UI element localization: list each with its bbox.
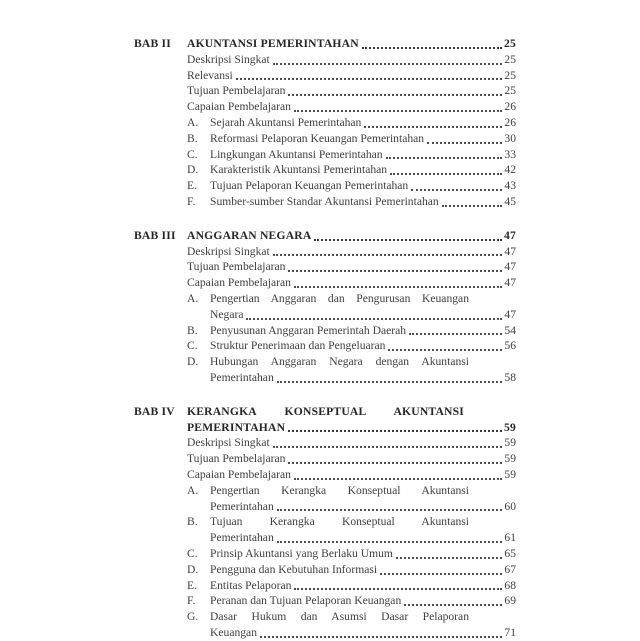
entry-text: Tujuan Pembelajaran [187, 260, 286, 274]
entry-letter: A. [187, 115, 199, 129]
toc-entry-row [187, 259, 516, 275]
entry-text: Reformasi Pelaporan Keuangan Pemerintahan [210, 131, 425, 145]
entry-row [210, 593, 516, 609]
entry-text-line: Pengertian Kerangka Konseptual Akuntansi [210, 483, 469, 497]
page-number: 59 [504, 436, 516, 450]
entry-letter: C. [187, 339, 198, 353]
toc-entry [187, 162, 516, 178]
entry-body [210, 194, 516, 210]
entry-text-line: Hubungan Anggaran Negara dengan Akuntansi [210, 355, 469, 369]
dot-leader [386, 157, 503, 159]
entry-letter: B. [187, 515, 198, 529]
entry-text: Negara [210, 307, 244, 321]
entry-text: Tujuan Pembelajaran [187, 84, 286, 98]
toc-entry-row [187, 275, 516, 291]
entry-row [210, 307, 516, 323]
entry-text: Capaian Pembelajaran [187, 467, 291, 481]
entry-text: Deskripsi Singkat [187, 436, 270, 450]
page-number: 65 [504, 546, 516, 560]
toc-entry-row [187, 451, 516, 467]
dot-leader [442, 205, 503, 207]
page-number: 61 [504, 531, 516, 545]
page-number: 47 [504, 244, 516, 258]
dot-leader [273, 254, 503, 256]
entry-letter: F. [187, 594, 196, 608]
entry-text-line: Dasar Hukum dan Asumsi Dasar Pelaporan [210, 610, 469, 624]
chapter-title-row [187, 420, 516, 436]
toc-entry [187, 546, 516, 562]
page-number: 25 [504, 37, 516, 50]
page-number: 56 [504, 339, 516, 353]
entry-row [210, 115, 516, 131]
page-number: 59 [504, 452, 516, 466]
toc-section [134, 228, 516, 386]
page-number: 59 [504, 467, 516, 481]
entry-row [210, 530, 516, 546]
entry-body [210, 323, 516, 339]
dot-leader [288, 94, 502, 96]
page-number: 43 [504, 179, 516, 193]
chapter-content [187, 404, 516, 641]
dot-leader [246, 318, 502, 320]
dot-leader [396, 557, 502, 559]
table-of-contents-page [134, 36, 516, 641]
chapter-label: BAB II [134, 37, 171, 50]
chapter-content [187, 36, 516, 210]
chapter-title-row [187, 36, 516, 52]
entry-letter: D. [187, 562, 199, 576]
toc-entry [187, 578, 516, 594]
dot-leader [288, 430, 502, 432]
entry-letter: D. [187, 355, 199, 369]
entry-body [210, 514, 516, 546]
entry-row [210, 546, 516, 562]
page-number: 25 [504, 84, 516, 98]
entry-row [210, 323, 516, 339]
entry-row [210, 147, 516, 163]
entry-letter: E. [187, 179, 197, 193]
dot-leader [277, 509, 503, 511]
toc-entry [187, 323, 516, 339]
page-number: 26 [504, 100, 516, 114]
entry-text: Capaian Pembelajaran [187, 100, 291, 114]
dot-leader [409, 333, 502, 335]
dot-leader [390, 173, 502, 175]
page-number: 67 [504, 562, 516, 576]
entry-body [210, 115, 516, 131]
entry-text: Lingkungan Akuntansi Pemerintahan [210, 147, 383, 161]
toc-entry [187, 338, 516, 354]
entry-text: Karakteristik Akuntansi Pemerintahan [210, 163, 388, 177]
entry-row [210, 338, 516, 354]
entry-row [210, 162, 516, 178]
page-number: 68 [504, 578, 516, 592]
dot-leader [294, 110, 502, 112]
toc [134, 36, 516, 641]
dot-leader [288, 462, 502, 464]
entry-body [210, 291, 516, 323]
toc-entry-row [187, 83, 516, 99]
dot-leader [236, 78, 503, 80]
page-number: 26 [504, 115, 516, 129]
entry-text: Tujuan Pelaporan Keuangan Pemerintahan [210, 179, 409, 193]
entry-body [210, 354, 516, 386]
toc-entry [187, 178, 516, 194]
entry-text: Pemerintahan [210, 370, 274, 384]
chapter-title: PEMERINTAHAN [187, 420, 286, 434]
page-number: 47 [504, 260, 516, 274]
entry-body [210, 578, 516, 594]
dot-leader [277, 381, 503, 383]
entry-letter: B. [187, 131, 198, 145]
chapter-content [187, 228, 516, 386]
entry-body [210, 338, 516, 354]
entry-body [210, 562, 516, 578]
dot-leader [273, 63, 503, 65]
toc-entry-row [187, 52, 516, 68]
entry-text-line: Tujuan Kerangka Konseptual Akuntansi [210, 515, 469, 529]
entry-body [210, 593, 516, 609]
page-number: 45 [504, 194, 516, 208]
toc-entry-row [187, 435, 516, 451]
entry-text: Pemerintahan [210, 499, 274, 513]
page-number: 25 [504, 68, 516, 82]
entry-text: Deskripsi Singkat [187, 52, 270, 66]
dot-leader [288, 270, 502, 272]
dot-leader [411, 189, 502, 191]
entry-body [210, 546, 516, 562]
toc-entry [187, 593, 516, 609]
page-number: 25 [504, 52, 516, 66]
toc-entry [187, 483, 516, 515]
entry-letter: F. [187, 194, 196, 208]
toc-entry [187, 291, 516, 323]
dot-leader [388, 349, 502, 351]
page-number: 47 [504, 228, 516, 242]
dot-leader [427, 142, 502, 144]
toc-entry [187, 131, 516, 147]
page-number: 30 [504, 131, 516, 145]
entry-text: Capaian Pembelajaran [187, 276, 291, 290]
entry-row [210, 625, 516, 641]
page-number: 42 [504, 163, 516, 177]
toc-entry [187, 609, 516, 641]
entry-text: Relevansi [187, 68, 233, 82]
page-number: 47 [504, 307, 516, 321]
toc-entry [187, 115, 516, 131]
chapter-label: BAB III [134, 228, 176, 242]
entry-text: Peranan dan Tujuan Pelaporan Keuangan [210, 594, 402, 608]
dot-leader [294, 478, 502, 480]
entry-text: Keuangan [210, 625, 257, 639]
entry-body [210, 162, 516, 178]
toc-entry-row [187, 99, 516, 115]
dot-leader [277, 541, 503, 543]
chapter-title: ANGGARAN NEGARA [187, 228, 312, 242]
entry-text: Tujuan Pembelajaran [187, 452, 286, 466]
entry-text: Deskripsi Singkat [187, 244, 270, 258]
dot-leader [273, 446, 503, 448]
entry-body [210, 178, 516, 194]
toc-entry [187, 194, 516, 210]
page-number: 54 [504, 323, 516, 337]
entry-text: Penyusunan Anggaran Pemerintah Daerah [210, 323, 407, 337]
page-number: 33 [504, 147, 516, 161]
toc-section [134, 36, 516, 210]
dot-leader [364, 126, 502, 128]
entry-text: Sumber-sumber Standar Akuntansi Pemerintahan [210, 194, 439, 208]
page-number: 59 [504, 420, 516, 434]
page-number: 58 [504, 370, 516, 384]
toc-entry-row [187, 68, 516, 84]
entry-row [210, 499, 516, 515]
entry-row [210, 194, 516, 210]
toc-entry-row [187, 244, 516, 260]
entry-text: Struktur Penerimaan dan Pengeluaran [210, 339, 386, 353]
entry-letter: D. [187, 163, 199, 177]
entry-letter: E. [187, 578, 197, 592]
entry-row [210, 131, 516, 147]
toc-section [134, 404, 516, 641]
entry-body [210, 147, 516, 163]
entry-body [210, 483, 516, 515]
entry-letter: G. [187, 610, 199, 624]
chapter-title: AKUNTANSI PEMERINTAHAN [187, 37, 359, 50]
entry-letter: A. [187, 483, 199, 497]
entry-text: Sejarah Akuntansi Pemerintahan [210, 115, 362, 129]
entry-letter: A. [187, 291, 199, 305]
toc-entry [187, 147, 516, 163]
entry-row [210, 178, 516, 194]
dot-leader [362, 47, 502, 49]
entry-body [210, 609, 516, 641]
toc-entry [187, 562, 516, 578]
dot-leader [260, 636, 502, 638]
toc-entry [187, 354, 516, 386]
toc-entry-row [187, 467, 516, 483]
entry-letter: B. [187, 323, 198, 337]
page-number: 47 [504, 276, 516, 290]
page-number: 60 [504, 499, 516, 513]
entry-row [210, 578, 516, 594]
page-number: 69 [504, 594, 516, 608]
page-number: 71 [504, 625, 516, 639]
entry-row [210, 562, 516, 578]
entry-letter: C. [187, 147, 198, 161]
chapter-title-line: KERANGKA KONSEPTUAL AKUNTANSI [187, 404, 464, 418]
dot-leader [404, 604, 502, 606]
entry-body [210, 131, 516, 147]
dot-leader [380, 573, 502, 575]
toc-entry [187, 514, 516, 546]
entry-text: Prinsip Akuntansi yang Berlaku Umum [210, 546, 393, 560]
entry-text: Pengguna dan Kebutuhan Informasi [210, 562, 378, 576]
dot-leader [314, 239, 502, 241]
entry-text: Entitas Pelaporan [210, 578, 292, 592]
entry-text: Pemerintahan [210, 531, 274, 545]
chapter-title-row [187, 228, 516, 244]
dot-leader [294, 588, 502, 590]
entry-text-line: Pengertian Anggaran dan Pengurusan Keuangan [210, 291, 469, 305]
dot-leader [294, 286, 502, 288]
entry-letter: C. [187, 546, 198, 560]
chapter-label: BAB IV [134, 404, 175, 418]
entry-row [210, 370, 516, 386]
